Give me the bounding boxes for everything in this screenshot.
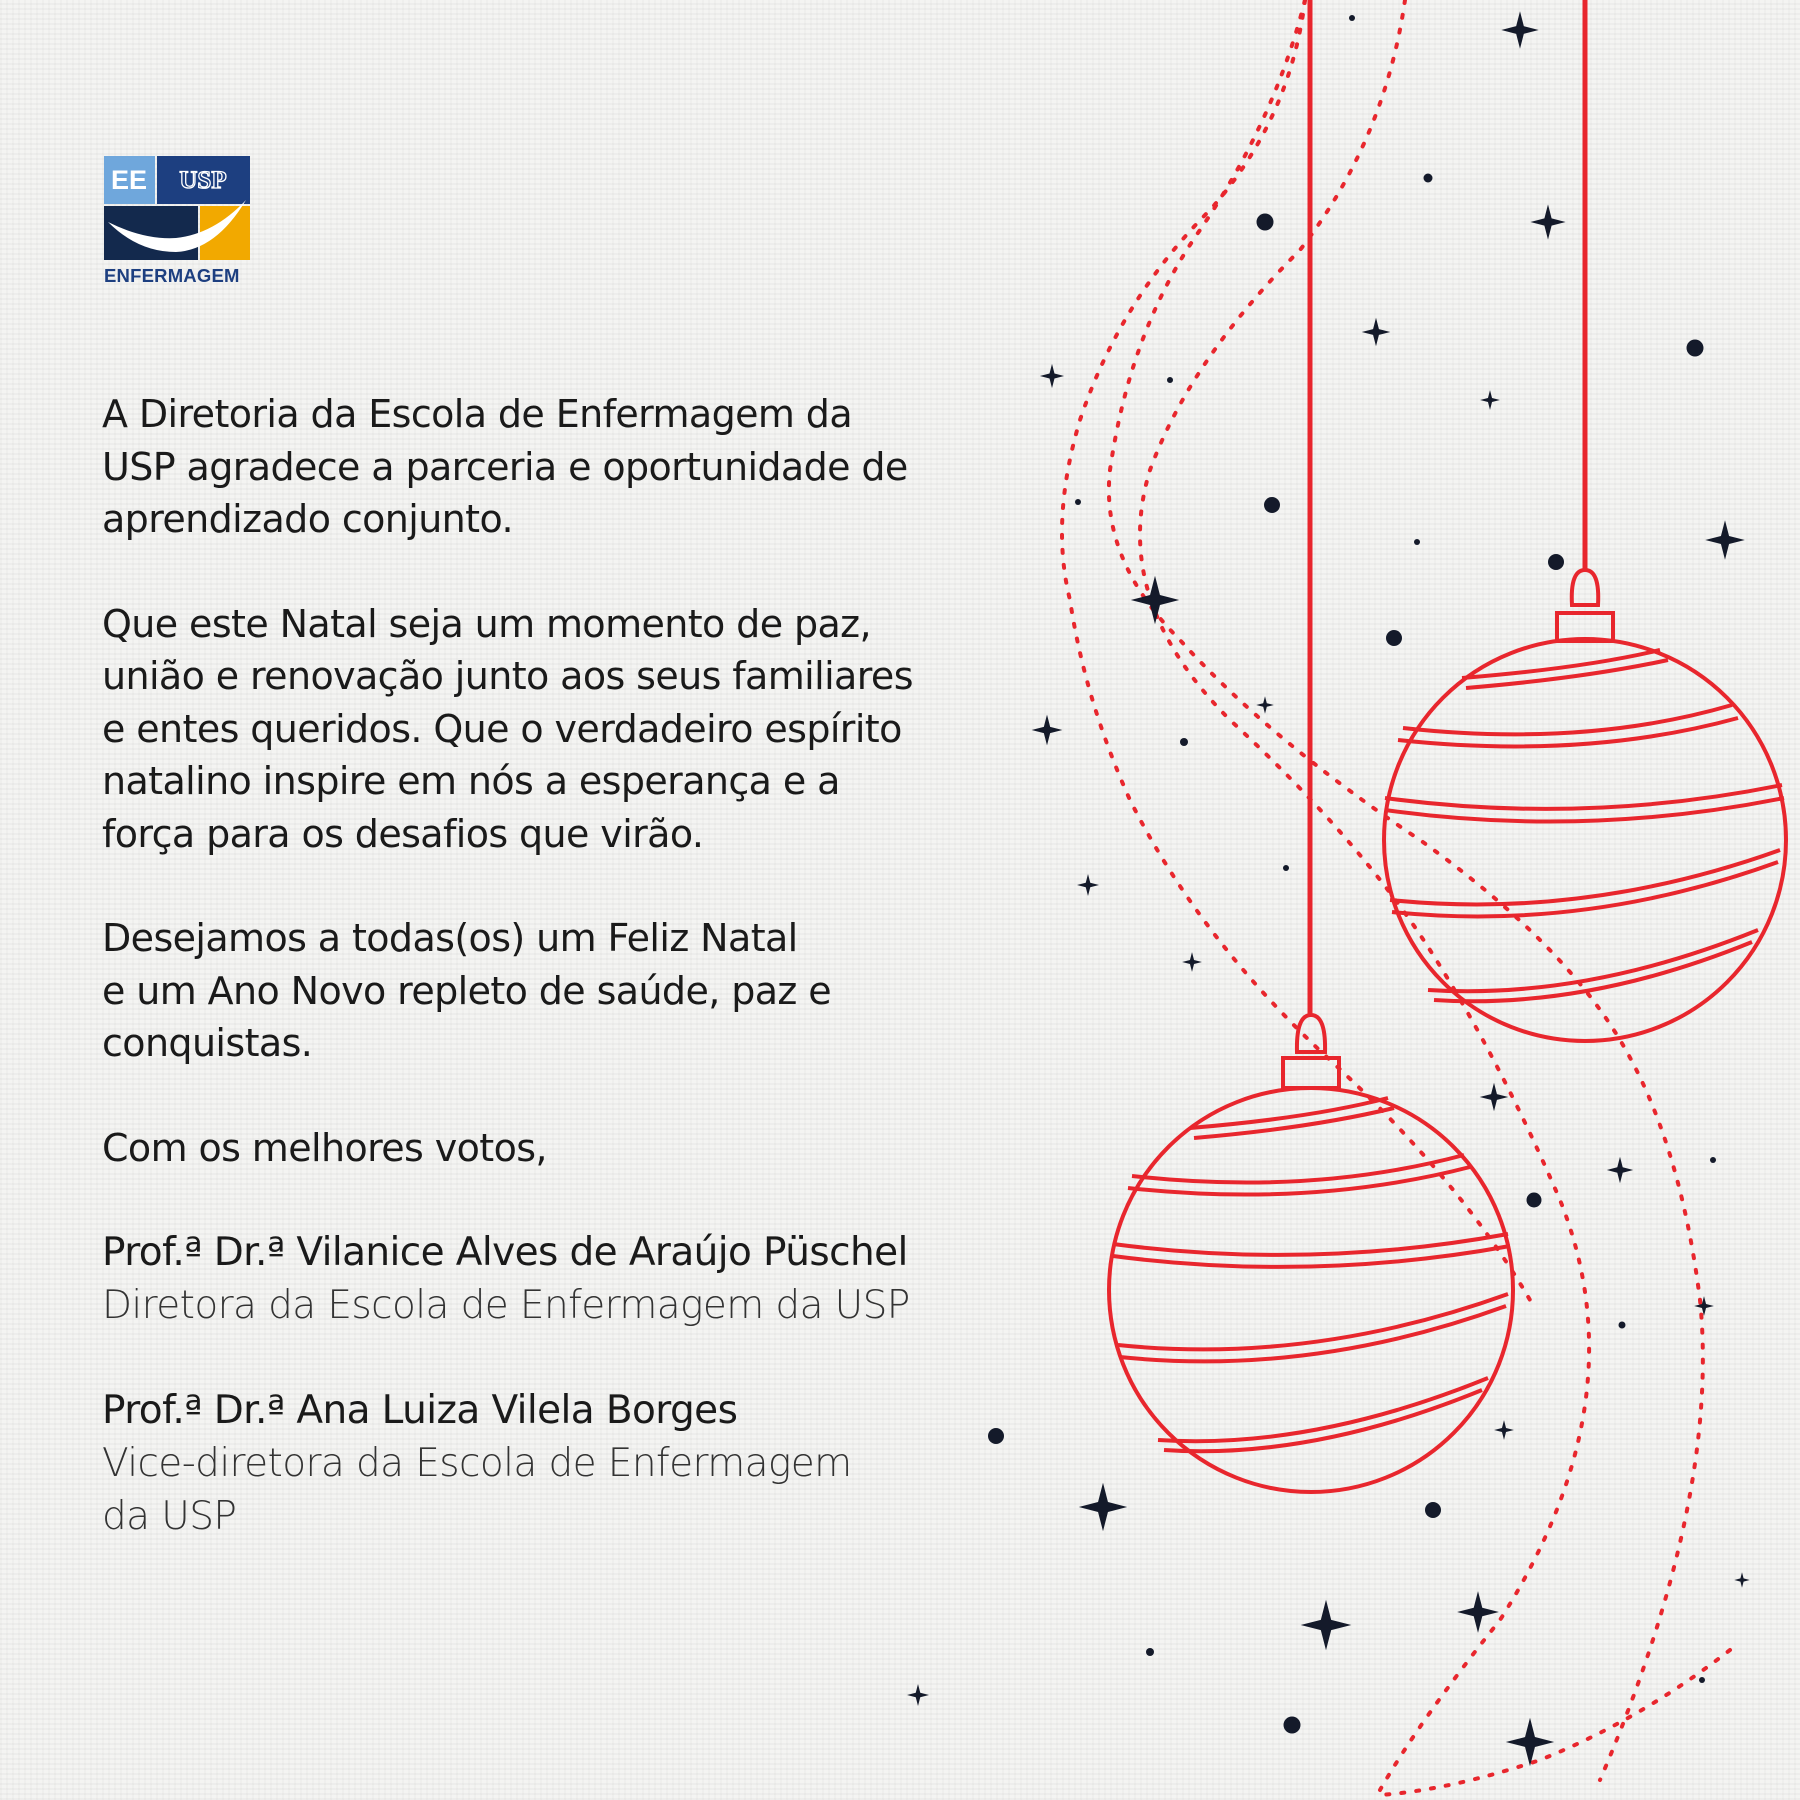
signature-director — [102, 1226, 1022, 1332]
star-icon — [907, 11, 1750, 1766]
dotted-garland — [1062, 0, 1730, 1795]
christmas-ornament-icon — [1109, 1015, 1513, 1492]
logo-caption: ENFERMAGEM — [104, 265, 240, 286]
signature-vice-director — [102, 1384, 1022, 1543]
signature-role: Diretora da Escola de Enfermagem da USP — [102, 1283, 910, 1328]
signature-role: Vice-diretora da Escola de Enfermagem da USP — [102, 1441, 852, 1539]
paragraph-christmas-wish: Que este Natal seja um momento de paz, união e renovação junto aos seus familiares e entes queridos. Que o verdadeiro espírito natalino inspire em nós a esperança e a força para os desafios que virão. — [102, 601, 913, 856]
dot-icon — [988, 15, 1716, 1734]
logo-mark — [104, 156, 250, 260]
signature-name: Prof.ª Dr.ª Vilanice Alves de Araújo Püschel — [102, 1230, 908, 1275]
paragraph-gratitude: A Diretoria da Escola de Enfermagem da USP agradece a parceria e oportunidade de aprendizado conjunto. — [102, 392, 908, 541]
eeusp-logo — [104, 156, 250, 287]
signature-name: Prof.ª Dr.ª Ana Luiza Vilela Borges — [102, 1388, 738, 1433]
logo-ee-text: EE — [110, 165, 148, 195]
message-body — [102, 388, 1022, 1595]
christmas-ornament-icon — [1384, 570, 1786, 1041]
paragraph-new-year-wish: Desejamos a todas(os) um Feliz Natal e um Ano Novo repleto de saúde, paz e conquistas. — [102, 916, 832, 1065]
closing-line: Com os melhores votos, — [102, 1125, 547, 1170]
logo-usp-text: USP — [179, 167, 227, 194]
